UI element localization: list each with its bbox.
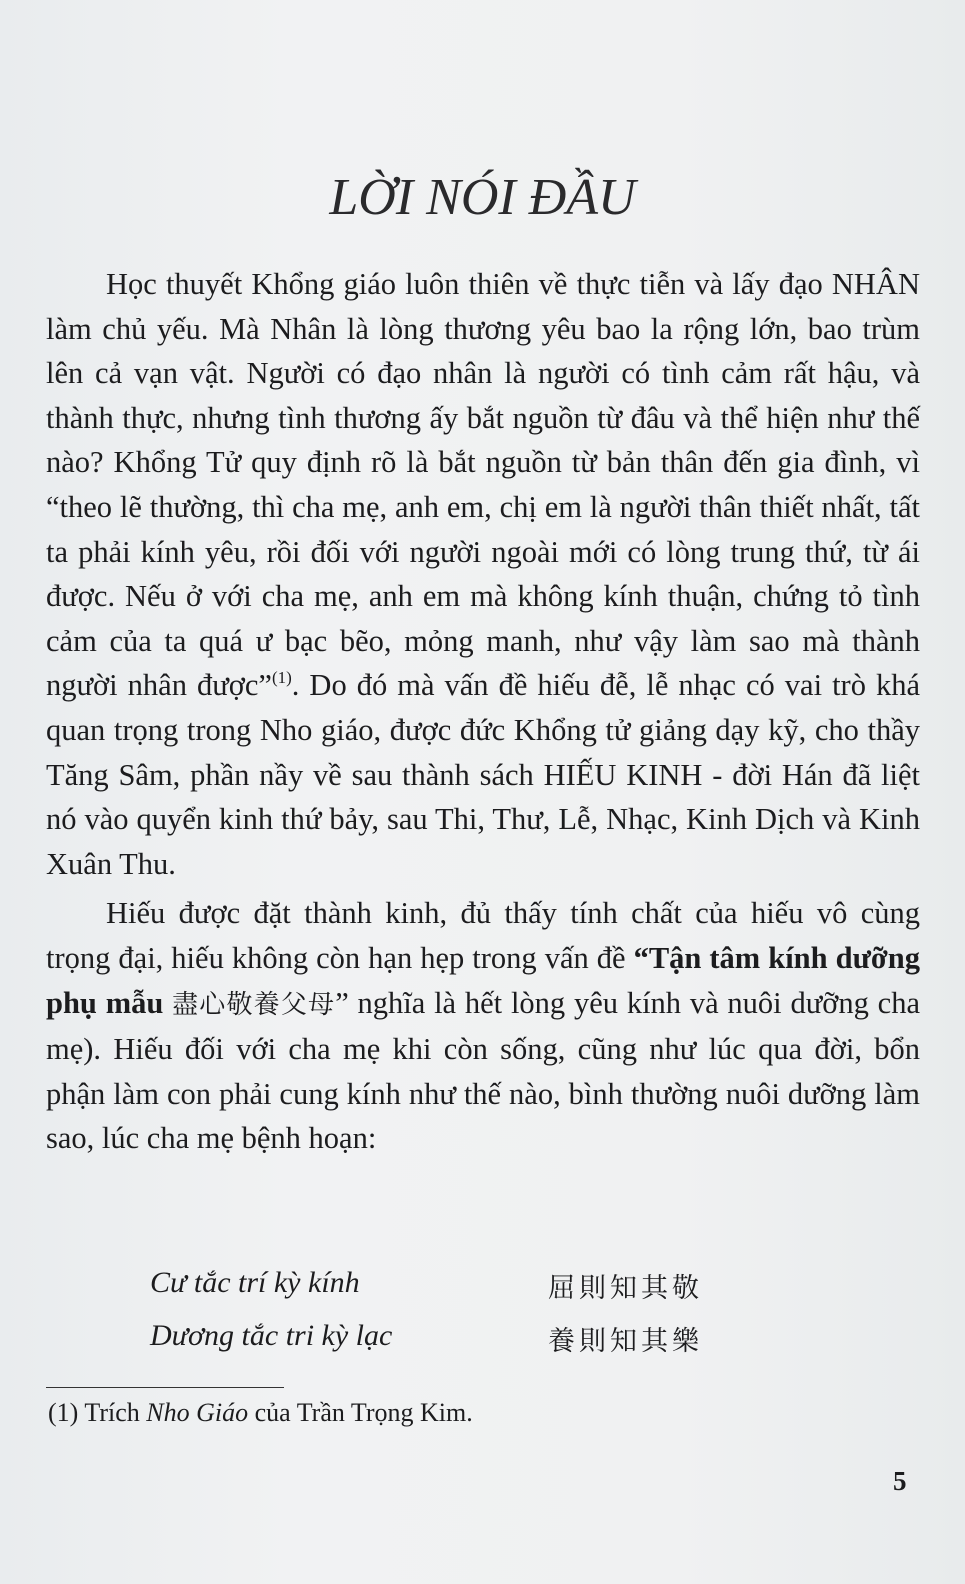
paragraph-2-bold: “Tận tâm kính dưỡng phụ mẫu: [46, 940, 920, 1020]
footnote-reference: (1): [271, 668, 292, 688]
footnote-italic: Nho Giáo: [146, 1398, 249, 1427]
paragraph-1: [46, 262, 920, 886]
page-title: LỜI NÓI ĐẦU: [329, 169, 636, 226]
footnote: [48, 1398, 473, 1428]
paragraph-1-text: Học thuyết Khổng giáo luôn thiên về thực tiễn và lấy đạo NHÂN làm chủ yếu. Mà Nhân là lòng thương yêu bao la rộng lớn, bao trùm lên cả vạn vật. Người có đạo nhân là người có tình cảm rất hậu, và thành thực, nhưng tình thương ấy bắt nguồn từ đâu và thể hiện như thế nào? Khổng Tử quy định rõ là bắt nguồn từ bản thân đến gia đình, vì “theo lẽ thường, thì cha mẹ, anh em, chị em là người thân thiết nhất, tất ta phải kính yêu, rồi đối với người ngoài mới có lòng trung thứ, từ ái được. Nếu ở với cha mẹ, anh em mà không kính thuận, chứng tỏ tình cảm của ta quá ư bạc bẽo, mỏng manh, như vậy làm sao mà thành người nhân được”: [46, 267, 920, 703]
paragraph-1-text-after: . Do đó mà vấn đề hiếu đễ, lễ nhạc có vai trò khá quan trọng trong Nho giáo, được đức Khổng tử giảng dạy kỹ, cho thầy Tăng Sâm, phần nầy về sau thành sách HIẾU KINH - đời Hán đã liệt nó vào quyển kinh thứ bảy, sau Thi, Thư, Lễ, Nhạc, Kinh Dịch và Kinh Xuân Thu.: [46, 668, 921, 881]
paragraph-2-text-before: Hiếu được đặt thành kinh, đủ thấy tính chất của hiếu vô cùng trọng đại, hiếu không còn hạn hẹp trong vấn đề: [46, 896, 920, 975]
body-text: [46, 262, 920, 1161]
paragraph-2: [46, 891, 920, 1161]
footnote-divider: [46, 1387, 284, 1388]
footnote-suffix: của Trần Trọng Kim.: [248, 1398, 473, 1427]
paragraph-2-text-after: ” nghĩa là hết lòng yêu kính và nuôi dưỡng cha mẹ). Hiếu đối với cha mẹ khi còn sống, cũng như lúc qua đời, bổn phận làm con phải cung kính như thế nào, bình thường nuôi dưỡng làm sao, lúc cha mẹ bệnh hoạn:: [46, 985, 920, 1156]
page-number: 5: [893, 1466, 907, 1496]
verse-2-viet: Dương tắc tri kỳ lạc: [150, 1319, 393, 1352]
verse-2-han: 養則知其樂: [548, 1326, 703, 1357]
paragraph-2-han: 盡心敬養父母: [172, 989, 336, 1020]
footnote-prefix: (1) Trích: [48, 1398, 147, 1427]
verse-1-han: 屈則知其敬: [548, 1273, 703, 1304]
verse-1-viet: Cư tắc trí kỳ kính: [150, 1266, 360, 1299]
